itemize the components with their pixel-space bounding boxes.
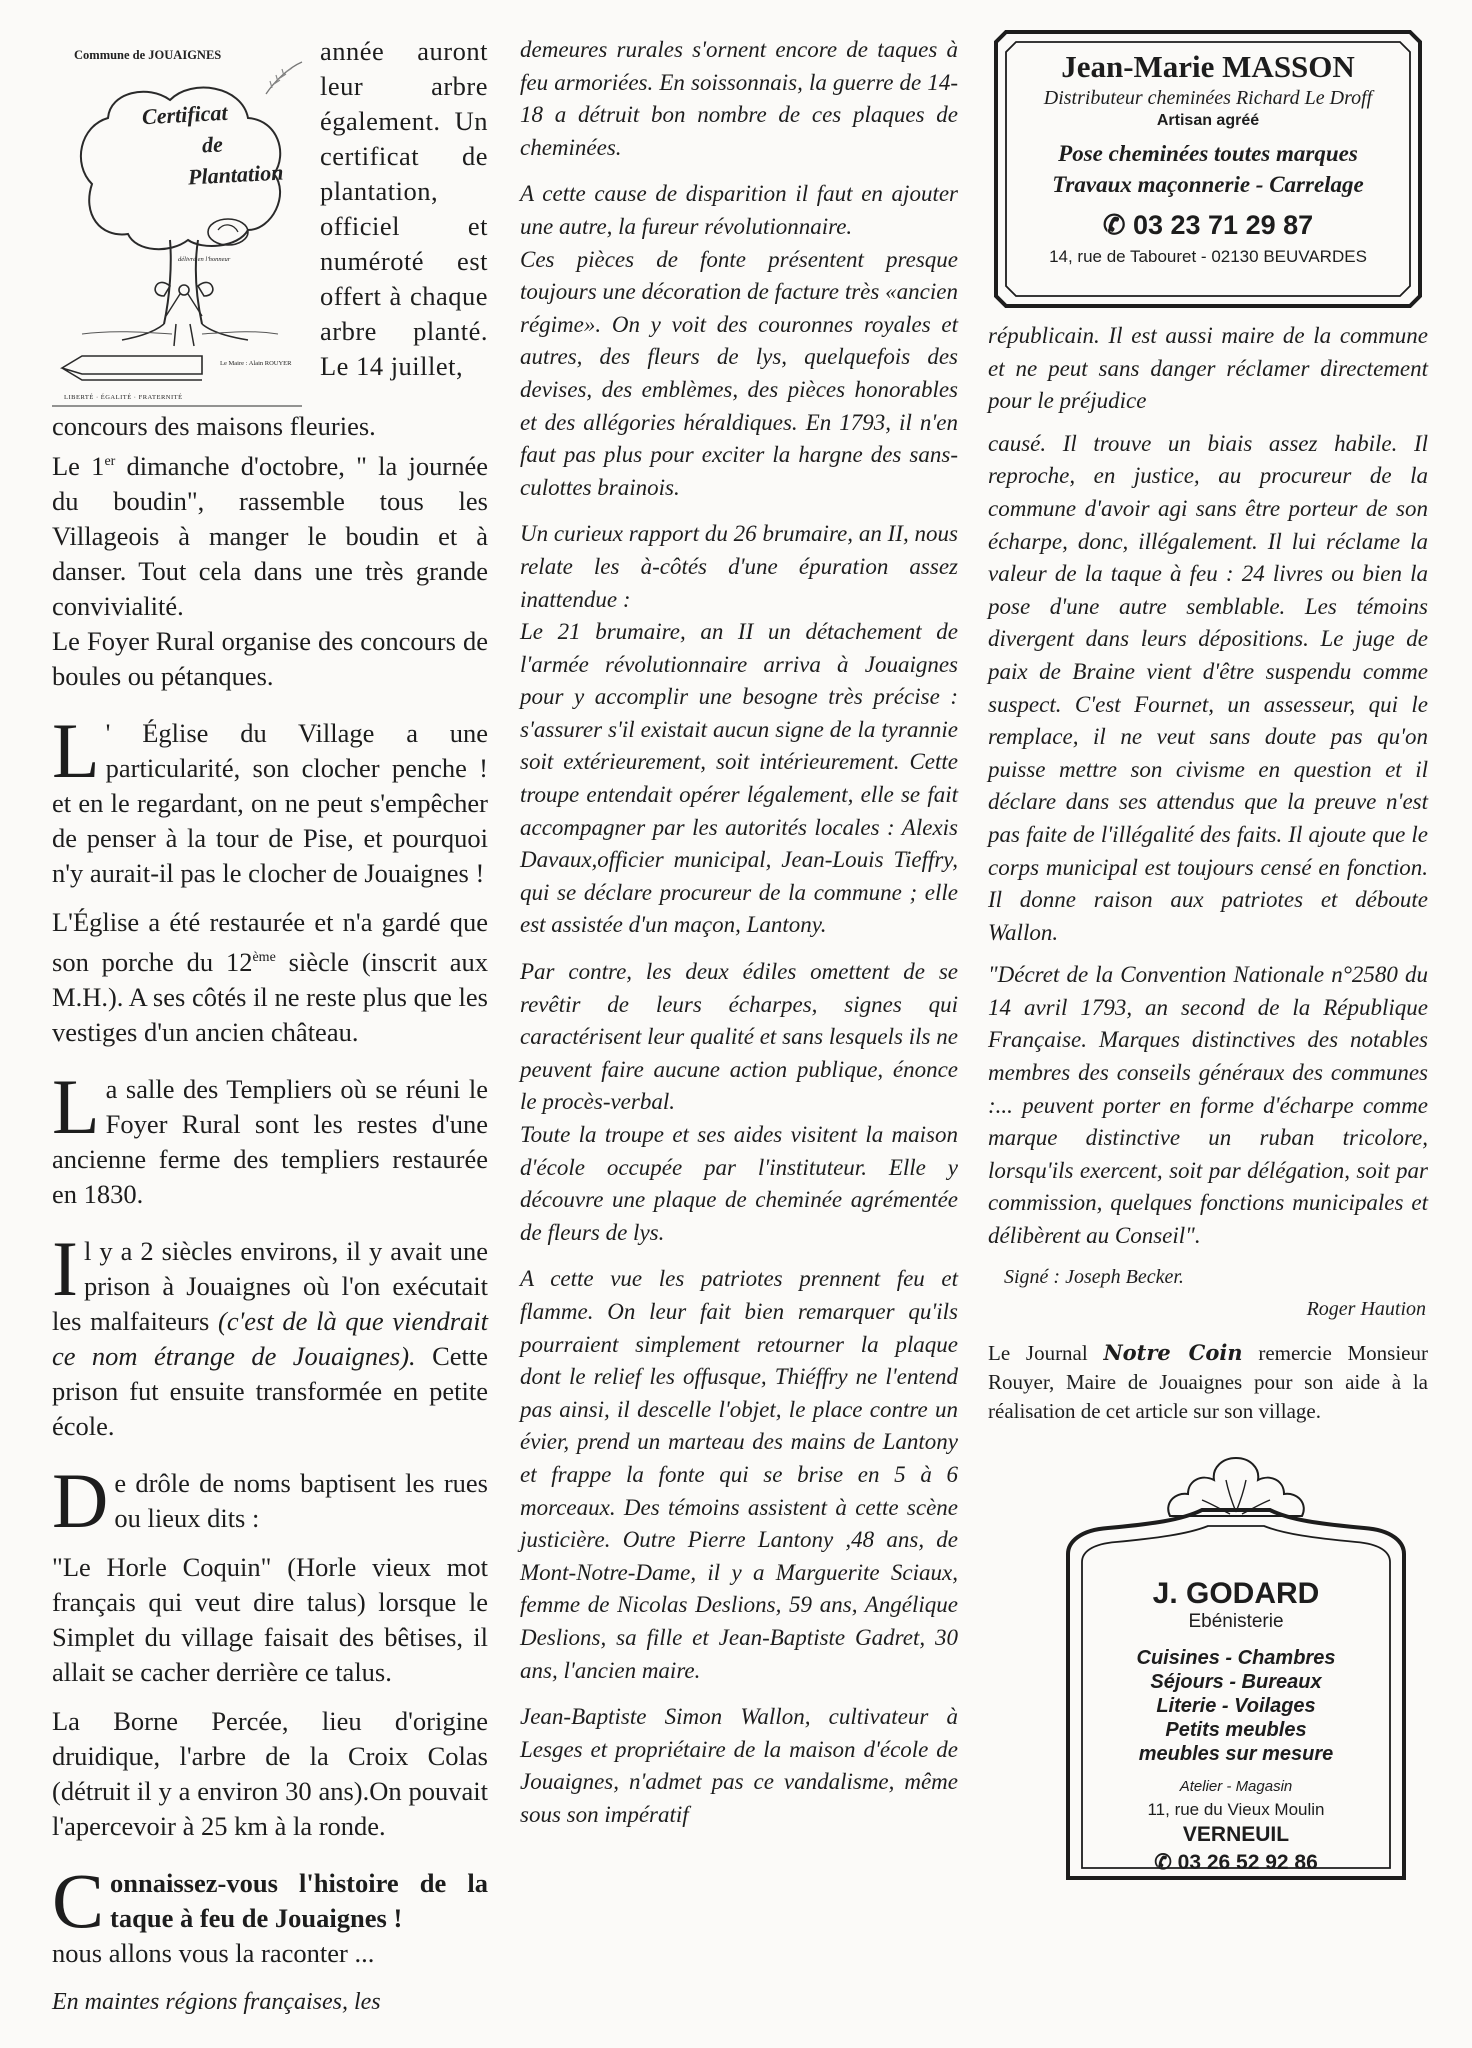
ad-masson-agree: Artisan agréé (1156, 112, 1260, 129)
text-span: Le 1 (52, 450, 105, 481)
paragraph: causé. Il trouve un biais assez habile. Il reproche, en justice, au procureur de la commune d'avoir agi sans être porteur de son écharpe, donc, illégalement. Il lui réclame la valeur de la taque à feu : 24 livres ou bien la pose d'une autre semblable. Les témoins divergent dans leurs dépositions. Le juge de paix de Braine vient d'être suspendu comme suspect. C'est Fournet, un assesseur, qui le remplace, il ne veut sans doute pas qu'on puisse mettre son civisme en question et il déclare dans ses attendus que la preuve n'est pas faite de l'illégalité des faits. Il ajoute que le corps municipal est toujours censé en fonction. Il donne raison aux patriotes et déboute Wallon. (988, 430, 1428, 945)
paragraph (52, 1224, 488, 1444)
superscript: ème (252, 949, 276, 965)
paragraph (52, 905, 488, 1050)
tree-drawing-icon (52, 34, 310, 409)
ad-godard-city: VERNEUIL (1182, 1822, 1290, 1846)
text-span: Le Journal (988, 1340, 1104, 1365)
paragraph: Un curieux rapport du 26 brumaire, an II, nous relate les à-côtés d'une épuration assez inattendue : (520, 521, 958, 612)
plantation-certificate-illustration (52, 34, 310, 409)
ad-godard-sub: Ebénisterie (1188, 1610, 1284, 1632)
ad-masson (992, 28, 1424, 310)
ad-godard-name: J. GODARD (1152, 1576, 1320, 1610)
ad-godard-item: Petits meubles (1165, 1718, 1307, 1741)
ad-godard-street: 11, rue du Vieux Moulin (1147, 1799, 1325, 1819)
paragraph: Le 21 brumaire, an II un détachement de l'armée révolutionnaire arriva à Jouaignes pour y accomplir une besogne très précise : s'assurer s'il existait aucun signe de la tyrannie soit extérieurement, soit intérieurement. Cette troupe entendait opérer légalement, elle se fait accompagner par les autorités locales : Alexis Davaux,officier municipal, Jean-Louis Tieffry, qui se déclare procureur de la commune ; elle est assistée d'un maçon, Lantony. (520, 619, 958, 938)
paragraph: demeures rurales s'ornent encore de taques à feu armoriées. En soissonnais, la guerre de 14-18 a détruit bon nombre de ces plaques de cheminées. (520, 37, 958, 160)
drop-cap: L (52, 706, 100, 794)
certificate-title-line1: Certificat (141, 99, 229, 130)
ad-masson-line2: Travaux maçonnerie - Carrelage (1052, 172, 1364, 197)
drop-cap: D (52, 1456, 109, 1544)
paragraph: La Borne Percée, lieu d'origine druidique, l'arbre de la Croix Colas (détruit il y a environ 30 ans).On pouvait l'apercevoir à 25 km à la ronde. (52, 1705, 488, 1841)
text-span: siècle (inscrit aux M.H.). A ses côtés il ne reste plus que les vestiges d'un ancien château. (52, 946, 488, 1047)
column-3 (988, 28, 1428, 1882)
ad-masson-dist: Distributeur cheminées Richard Le Droff (1043, 87, 1373, 109)
italic-span: (c'est de là que viendrait ce nom étrange de Jouaignes). (52, 1305, 488, 1371)
text-span: dimanche d'octobre, " la journée du boudin", rassemble tous les Villageois à manger le boudin et à danser. Tout cela dans une très grande convivialité. (52, 450, 488, 621)
paragraph: Jean-Baptiste Simon Wallon, cultivateur à Lesges et propriétaire de la maison d'école de Jouaignes, n'admet pas ce vandalisme, même sous son impératif (520, 1704, 958, 1827)
paragraph (52, 1062, 488, 1212)
certificate-title-line3: Plantation (187, 159, 284, 190)
paragraph: Le Foyer Rural organise des concours de boules ou pétanques. (52, 625, 488, 691)
drop-cap: I (52, 1224, 78, 1312)
ad-masson-line1: Pose cheminées toutes marques (1058, 141, 1358, 166)
ad-godard-item: Literie - Voilages (1156, 1694, 1316, 1717)
section-heading: onnaissez-vous l'histoire de la taque à feu de Jouaignes ! (110, 1867, 488, 1933)
journal-name: Notre Coin (1103, 1339, 1243, 1365)
paragraph (52, 1856, 488, 1971)
article-author: Roger Haution (1306, 1298, 1426, 1321)
column-1 (52, 34, 488, 2020)
ad-godard-atelier: Atelier - Magasin (1179, 1777, 1293, 1795)
paragraph: "Décret de la Convention Nationale n°2580 du 14 avril 1793, an second de la République Française. Marques distinctives des notables membres des conseils généraux des communes :... peuvent porter en forme d'écharpe comme marque distinctive un ruban tricolore, lorsqu'ils exercent, soit par délégation, soit par commission, quelques fonctions municipales et délibèrent au Conseil". (988, 962, 1428, 1249)
text-span: nous allons vous la raconter ... (52, 1937, 375, 1968)
text-span: a salle des Templiers où se réuni le Foyer Rural sont les restes d'une ancienne ferme des templiers restaurée en 1830. (52, 1073, 488, 1209)
ad-godard-items (1062, 1646, 1410, 1766)
certificate-commune: Commune de JOUAIGNES (74, 48, 222, 62)
certificate-devise: LIBERTÉ · ÉGALITÉ · FRATERNITÉ (64, 394, 183, 401)
text-span: ' Église du Village a une particularité, son clocher penche ! et en le regardant, on ne peut s'empêcher de penser à la tour de Pise, et pourquoi n'y aurait-il pas le clocher de Jouaignes ! (52, 717, 488, 888)
paragraph: concours des maisons fleuries. (52, 411, 376, 441)
certificate-title-line2: de (201, 131, 224, 158)
paragraph: A cette vue les patriotes prennent feu et flamme. On leur fait bien remarquer qu'ils pourraient simplement retourner la plaque dont le relief les offusque, Thiéffry ne l'entend pas ainsi, il descelle l'objet, le place contre un évier, prend un marteau des mains de Lantony et frappe la fonte qui se brise en 5 à 6 morceaux. Des témoins assistent à cette scène justicière. Outre Pierre Lantony ,48 ans, de Mont-Notre-Dame, il y a Marguerite Sciaux, femme de Nicolas Deslions, 59 ans, Angélique Deslions, sa fille et Jean-Baptiste Gadret, 30 ans, l'ancien maire. (520, 1266, 958, 1683)
paragraph: républicain. Il est aussi maire de la commune et ne peut sans danger réclamer directement pour le préjudice (988, 323, 1428, 414)
paragraph (52, 444, 488, 624)
paragraph: année auront leur arbre également. Un certificat de plantation, officiel et numéroté est offert à chaque arbre planté. Le 14 juillet, (320, 36, 488, 381)
paragraph: "Le Horle Coquin" (Horle vieux mot français qui veut dire talus) lorsque le Simplet du village faisait des bêtises, il allait se cacher derrière ce talus. (52, 1551, 488, 1687)
text-span: L'Église a été restaurée et n'a gardé que son porche du 12 (52, 906, 488, 977)
paragraph: Ces pièces de fonte présentent presque toujours une décoration de facture très «ancien régime». On y voit des couronnes royales et autres, des fleurs de lys, quelquefois des devises, des emblèmes, des pièces honorables et des allégories héraldiques. En 1793, il n'en faut pas plus pour exciter la hargne des sans-culottes brainois. (520, 246, 958, 500)
ad-masson-name: Jean-Marie MASSON (1061, 49, 1355, 84)
drop-cap: L (52, 1062, 100, 1150)
paragraph (52, 1456, 488, 1544)
ad-masson-phone: ✆ 03 23 71 29 87 (1102, 210, 1314, 240)
ad-godard-item: meubles sur mesure (1138, 1742, 1334, 1765)
ad-godard-phone: ✆ 03 26 52 92 86 (1154, 1850, 1318, 1874)
paragraph (52, 706, 488, 891)
ad-godard-item: Cuisines - Chambres (1136, 1646, 1336, 1669)
drop-cap: C (52, 1856, 105, 1944)
text-span: Cette prison fut ensuite transformée en petite école. (52, 1340, 488, 1441)
paragraph: A cette cause de disparition il faut en ajouter une autre, la fureur révolutionnaire. (520, 181, 958, 239)
text-span: remercie Monsieur Rouyer, Maire de Jouaignes pour son aide à la réalisation de cet article sur son village. (988, 1340, 1428, 1423)
signature-line: Signé : Joseph Becker. (1004, 1265, 1184, 1288)
superscript: er (104, 454, 116, 469)
certificate-maire: Le Maire : Alain ROUYER (220, 360, 292, 367)
paragraph: Toute la troupe et ses aides visitent la maison d'école occupée par l'instituteur. Elle y découvre une plaque de cheminée agrémentée de fleurs de lys. (520, 1122, 958, 1245)
column-2 (520, 34, 958, 1831)
certificate-delivre: délivré en l'honneur (178, 256, 231, 263)
ad-godard-item: Séjours - Bureaux (1150, 1670, 1322, 1693)
paragraph: Par contre, les deux édiles omettent de se revêtir de leurs écharpes, signes qui caractérisent leur qualité et sans lesquels ils ne peuvent faire aucune action publique, énonce le procès-verbal. (520, 959, 958, 1115)
text-span: e drôle de noms baptisent les rues ou lieux dits : (114, 1467, 488, 1533)
acknowledgement (988, 1338, 1428, 1426)
ad-godard (1062, 1450, 1410, 1882)
ad-masson-address: 14, rue de Tabouret - 02130 BEUVARDES (1049, 247, 1367, 266)
text-span: l y a 2 siècles environs, il y avait une prison à Jouaignes où l'on exécutait les malfaiteurs (52, 1235, 488, 1336)
paragraph: En maintes régions françaises, les (52, 1988, 381, 2015)
